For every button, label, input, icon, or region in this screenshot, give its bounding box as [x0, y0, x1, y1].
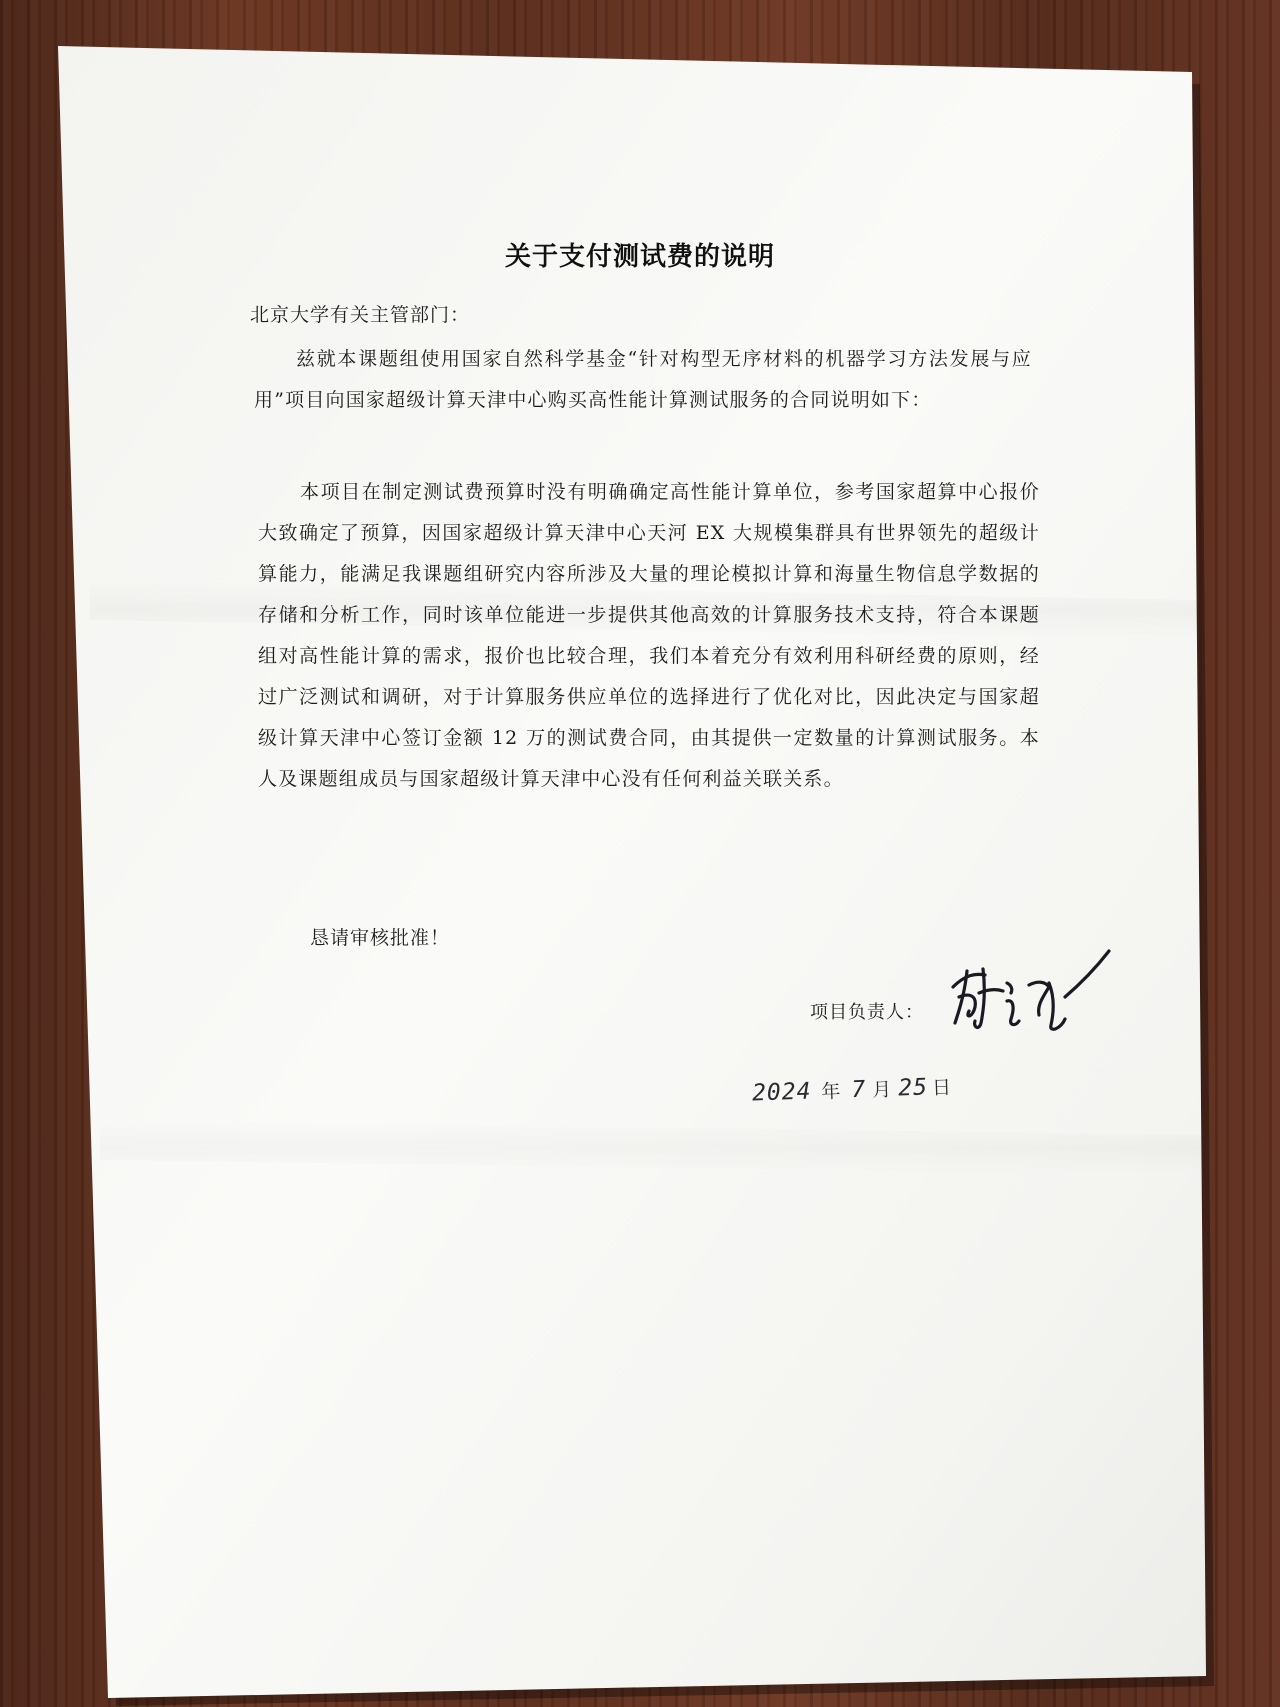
closing-line: 恳请审核批准！ — [310, 927, 451, 949]
signature-date — [752, 1072, 957, 1106]
paragraph-intro: 兹就本课题组使用国家自然科学基金“针对构型无序材料的机器学习方法发展与应用”项目向国家超级计算天津中心购买高性能计算测试服务的合同说明如下： — [254, 348, 1032, 411]
date-year-suffix: 年 — [821, 1080, 842, 1104]
date-year: 2024 — [751, 1078, 812, 1107]
date-month-suffix: 月 — [871, 1078, 893, 1102]
date-day-suffix: 日 — [931, 1076, 953, 1100]
date-day: 25 — [897, 1074, 929, 1102]
document-title: 关于支付测试费的说明 — [504, 242, 775, 272]
date-month: 7 — [850, 1076, 867, 1104]
salutation: 北京大学有关主管部门： — [250, 304, 471, 326]
paragraph-explanation: 本项目在制定测试费预算时没有明确确定高性能计算单位，参考国家超算中心报价大致确定了预算，因国家超级计算天津中心天河 EX 大规模集群具有世界领先的超级计算能力，能满足我课题组研究内容所涉及大量的理论模拟计算和海量生物信息学数据的存储和分析工作，同时该单位能进一步提供其他高效的计算服务技术支持，符合本课题组对高性能计算的需求，报价也比较合理，我们本着充分有效利用科研经费的原则，经过广泛测试和调研，对于计算服务供应单位的选择进行了优化对比，因此决定与国家超级计算天津中心签订金额 12 万的测试费合同，由其提供一定数量的计算测试服务。本人及课题组成员与国家超级计算天津中心没有任何利益关联关系。 — [258, 481, 1040, 790]
handwritten-signature — [945, 945, 1115, 1045]
signer-label: 项目负责人： — [810, 1002, 924, 1023]
